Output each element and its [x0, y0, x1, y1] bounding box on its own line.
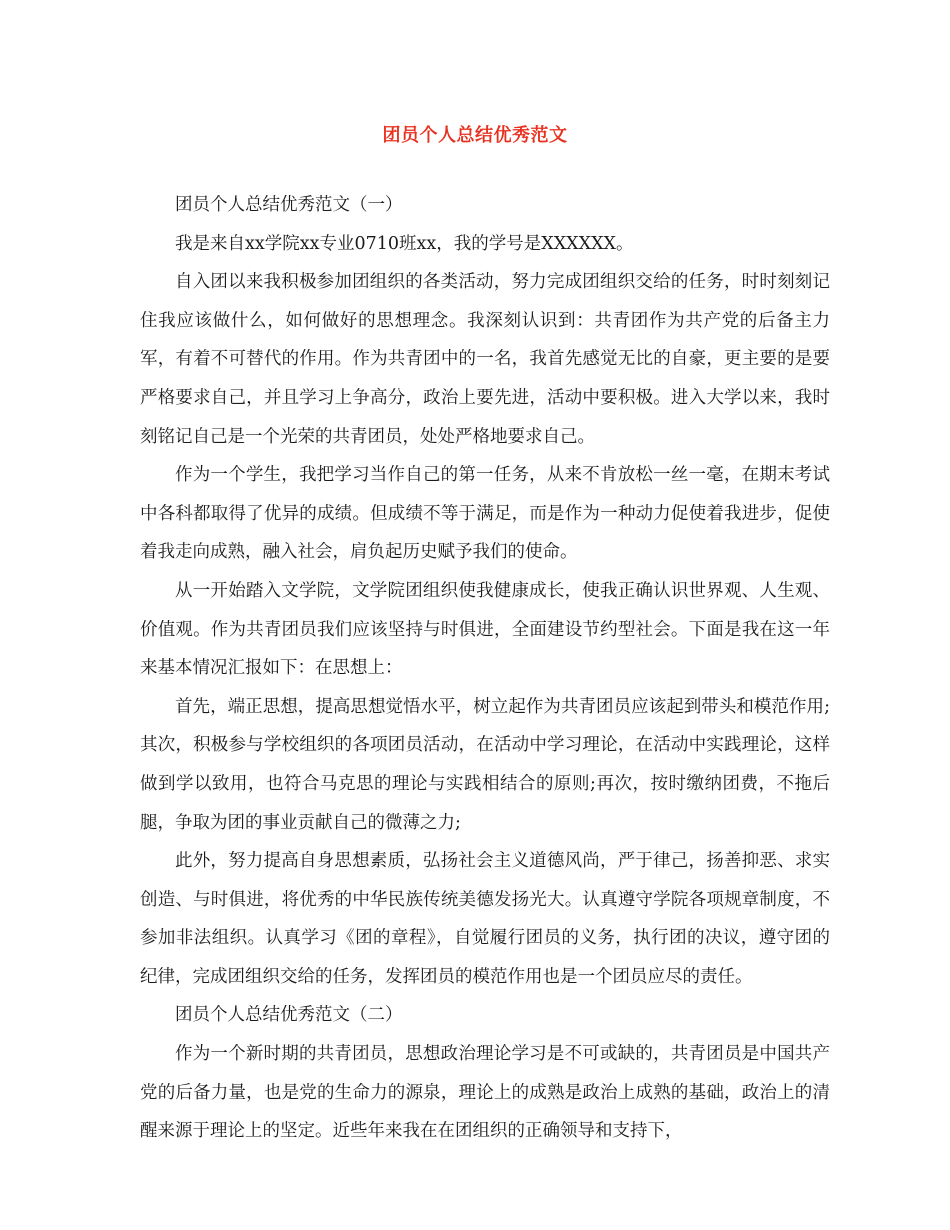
paragraph: 自入团以来我积极参加团组织的各类活动，努力完成团组织交给的任务，时时刻刻记住我应该做什么，如何做好的思想理念。我深刻认识到：共青团作为共产党的后备主力军，有着不可替代的作用。作为共青团中的一名，我首先感觉无比的自豪，更主要的是要严格要求自己，并且学习上争高分，政治上要先进，活动中要积极。进入大学以来，我时刻铭记自己是一个光荣的共青团员，处处严格地要求自己。 — [140, 272, 830, 447]
page-title: 团员个人总结优秀范文 — [382, 125, 568, 146]
section-heading-2: 团员个人总结优秀范文（二） — [175, 1005, 403, 1026]
paragraph: 此外，努力提高自身思想素质，弘扬社会主义道德风尚，严于律己，扬善抑恶、求实创造、与时俱进，将优秀的中华民族传统美德发扬光大。认真遵守学院各项规章制度，不参加非法组织。认真学习《团的章程》，自觉履行团员的义务，执行团的决议，遵守团的纪律，完成团组织交给的任务，发挥团员的模范作用也是一个团员应尽的责任。 — [140, 851, 830, 987]
document-body — [140, 186, 830, 1151]
paragraph: 我是来自xx学院xx专业0710班xx，我的学号是XXXXXX。 — [175, 233, 634, 254]
paragraph: 作为一个新时期的共青团员，思想政治理论学习是不可或缺的，共青团员是中国共产党的后备力量，也是党的生命力的源泉，理论上的成熟是政治上成熟的基础，政治上的清醒来源于理论上的坚定。近些年来我在在团组织的正确领导和支持下， — [140, 1044, 830, 1142]
paragraph: 从一开始踏入文学院，文学院团组织使我健康成长，使我正确认识世界观、人生观、价值观。作为共青团员我们应该坚持与时俱进，全面建设节约型社会。下面是我在这一年来基本情况汇报如下：在思想上： — [140, 580, 830, 679]
paragraph: 作为一个学生，我把学习当作自己的第一任务，从来不肯放松一丝一毫，在期末考试中各科都取得了优异的成绩。但成绩不等于满足，而是作为一种动力促使着我进步，促使着我走向成熟，融入社会，肩负起历史赋予我们的使命。 — [140, 465, 830, 563]
section-heading-1: 团员个人总结优秀范文（一） — [175, 195, 403, 215]
paragraph: 首先，端正思想，提高思想觉悟水平，树立起作为共青团员应该起到带头和模范作用;其次，积极参与学校组织的各项团员活动，在活动中学习理论，在活动中实践理论，这样做到学以致用，也符合马克思的理论与实践相结合的原则;再次，按时缴纳团费，不拖后腿，争取为团的事业贡献自己的微薄之力; — [140, 696, 830, 833]
